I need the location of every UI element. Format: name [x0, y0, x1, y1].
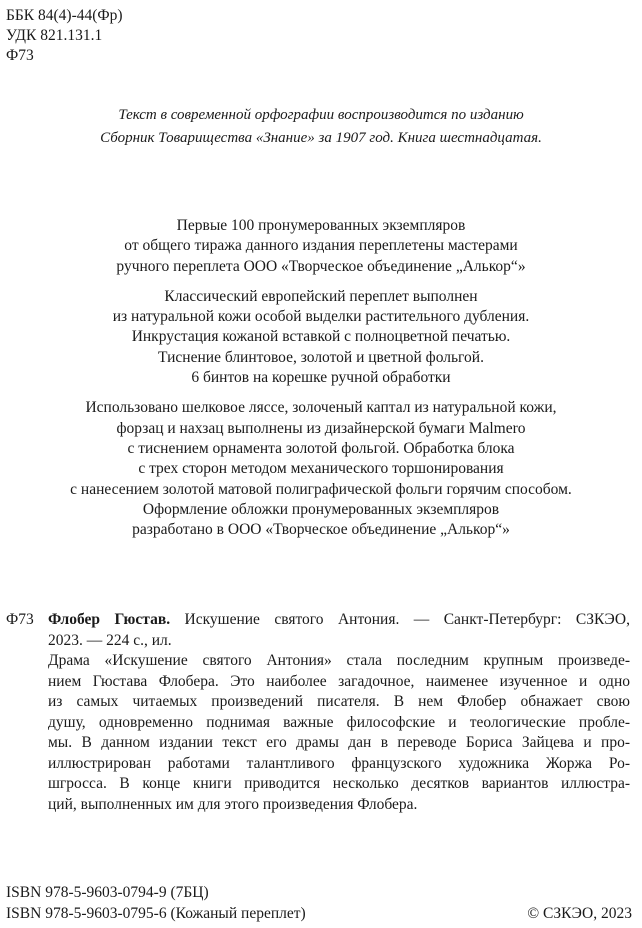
binding-line: Инкрустация кожаной вставкой с полноцветной печатью.	[131, 328, 511, 346]
annotation-line: душу, одновременно поднимая важные философские и теологические пробле-	[48, 713, 630, 731]
annotation-line: Драма «Искушение святого Антония» стала последним крупным произведе-	[48, 652, 630, 669]
binding-line: из натуральной кожи особой выделки растительного дубления.	[112, 308, 530, 326]
materials-line: с тиснением орнамента золотой фольгой. Обработка блока	[127, 439, 515, 457]
bbk-code: ББК 84(4)-44(Фр)	[6, 7, 123, 24]
annotation-body	[6, 651, 630, 815]
edition-line: ручного переплета ООО «Творческое объединение „Алькор“»	[116, 257, 526, 275]
binding-line: Классический европейский переплет выполнен	[164, 287, 478, 305]
udk-code: УДК 821.131.1	[6, 27, 103, 44]
edition-line: Первые 100 пронумерованных экземпляров	[176, 217, 466, 234]
isbn-block	[6, 882, 306, 924]
source-note-line: Сборник Товарищества «Знание» за 1907 год. Книга шестнадцатая.	[100, 130, 542, 146]
annotation-line: нием Гюстава Флобера. Это наиболее загадочное, наименее изученное и одно	[48, 672, 630, 690]
isbn-line: ISBN 978-5-9603-0795-6 (Кожаный переплет)	[6, 905, 306, 922]
materials-line: с нанесением золотой матовой полиграфической фольги горячим способом.	[70, 480, 572, 498]
edition-info	[0, 216, 642, 540]
annotation-line: шгросса. В конце книги приводится несколько десятков вариантов иллюстра-	[48, 775, 630, 792]
annotation-line: мы. В данном издании текст его драмы дан в переводе Бориса Зайцева и про-	[48, 734, 630, 751]
annotation	[6, 610, 630, 815]
author-name: Флобер Гюстав.	[48, 611, 171, 628]
copyright: © СЗКЭО, 2023	[527, 905, 632, 922]
binding-line: 6 бинтов на корешке ручной обработки	[191, 369, 451, 387]
source-note-line: Текст в современной орфографии воспроизводится по изданию	[118, 107, 524, 123]
book-title: Искушение святого Антония. — Санкт-Петербург: СЗКЭО,	[170, 611, 630, 628]
source-note	[0, 104, 642, 150]
materials-line: разработано в ООО «Творческое объединение „Алькор“»	[132, 521, 510, 539]
annotation-line: из самых читаемых произведений писателя. В нем Флобер обнажает свою	[48, 693, 630, 710]
materials-line: с трех сторон методом механического торшонирования	[138, 460, 504, 478]
materials-line: Оформление обложки пронумерованных экземпляров	[142, 500, 500, 518]
classification-block	[6, 6, 123, 66]
binding-line: Тиснение блинтовое, золотой и цветной фольгой.	[158, 348, 484, 366]
annotation-line: ций, выполненных им для этого произведения Флобера.	[48, 795, 418, 813]
author-mark: Ф73	[6, 47, 34, 64]
isbn-line: ISBN 978-5-9603-0794-9 (7БЦ)	[6, 884, 209, 901]
annotation-code: Ф73	[6, 611, 34, 628]
edition-line: от общего тиража данного издания переплетены мастерами	[124, 237, 518, 255]
annotation-line: иллюстрирован работами талантливого французского художника Жоржа Ро-	[48, 754, 630, 772]
publication-details: 2023. — 224 с., ил.	[48, 631, 172, 649]
materials-line: Использовано шелковое ляссе, золоченый каптал из натуральной кожи,	[85, 399, 557, 417]
materials-line: форзац и нахзац выполнены из дизайнерской бумаги Malmero	[116, 419, 526, 437]
